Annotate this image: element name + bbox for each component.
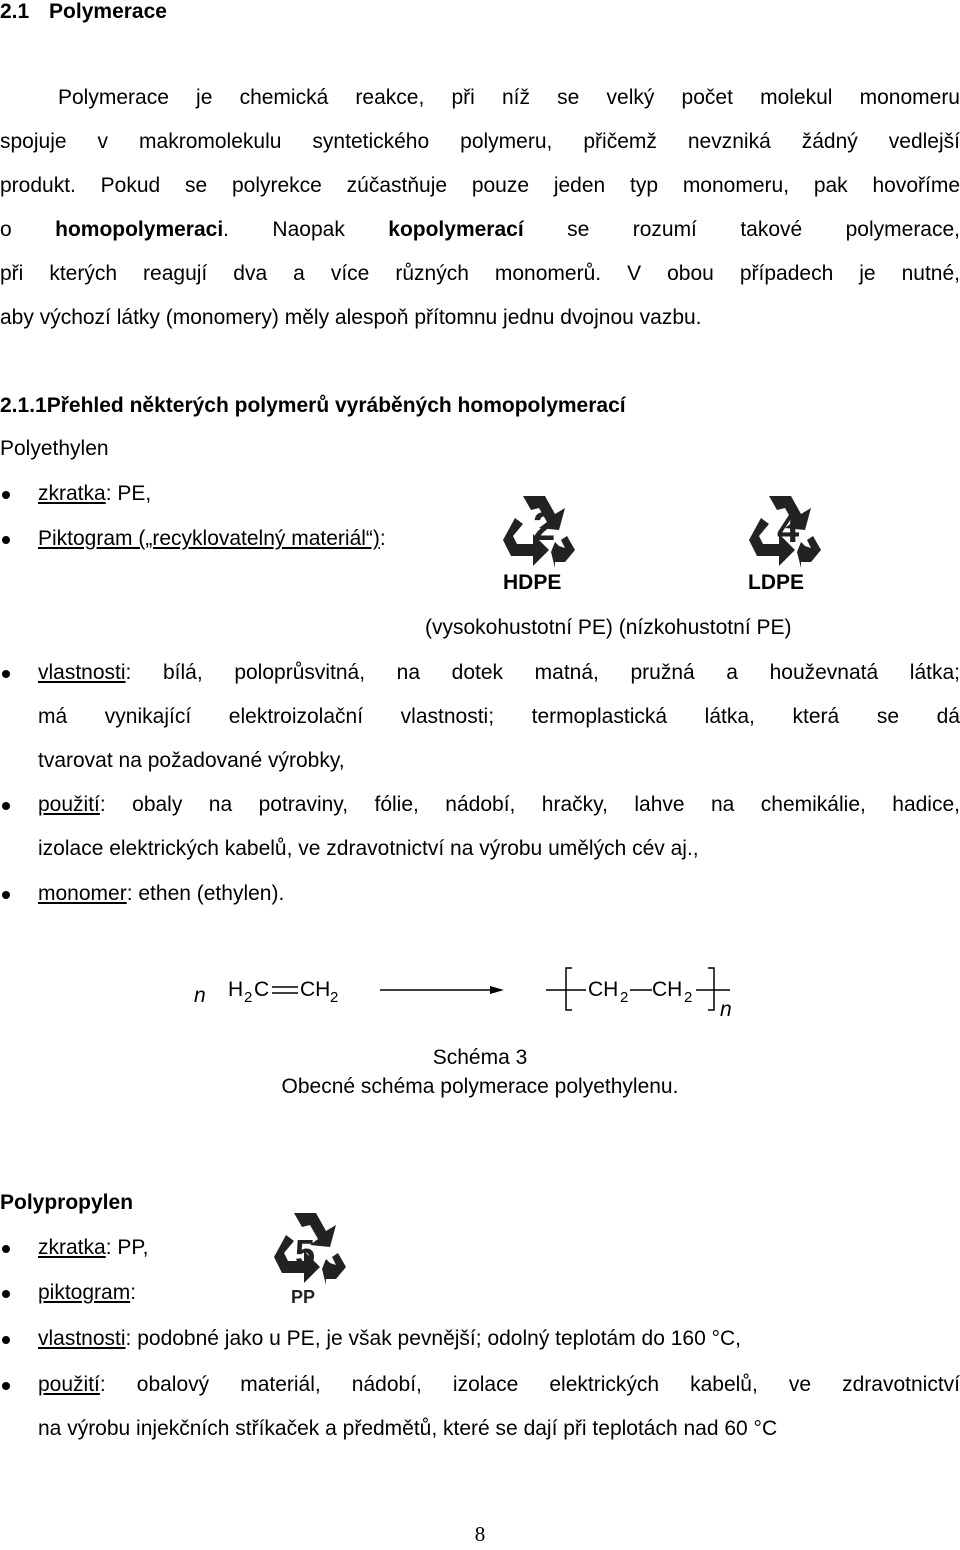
- svg-text:2: 2: [684, 989, 693, 1006]
- hdpe-label: HDPE: [503, 571, 562, 594]
- svg-text:H: H: [228, 978, 244, 1001]
- pp-heading: Polypropylen: [0, 1191, 134, 1214]
- svg-text:n: n: [720, 998, 732, 1021]
- svg-text:2: 2: [330, 989, 339, 1006]
- pe-props-line-3: tvarovat na požadované výrobky,: [38, 749, 345, 772]
- ldpe-label: LDPE: [748, 571, 805, 594]
- pe-props-line-1: vlastnosti: bílá, poloprůsvitná, na dotek matná, pružná a houževnatá látka;: [38, 661, 960, 684]
- bullet: [2, 536, 10, 544]
- section-number: 2.1: [0, 0, 30, 23]
- recycling-5-icon: [264, 1205, 350, 1305]
- svg-text:PP: PP: [291, 1287, 316, 1305]
- bullet: [2, 1336, 10, 1344]
- bullet: [2, 802, 10, 810]
- svg-text:2: 2: [244, 989, 253, 1006]
- term-homopolymerace: homopolymeraci: [55, 218, 224, 241]
- subsection-title: Přehled některých polymerů vyráběných homopolymerací: [46, 394, 626, 417]
- pe-props-line-2: má vynikající elektroizolační vlastnosti; termoplastická látka, která se dá: [38, 705, 960, 728]
- intro-line-6: aby výchozí látky (monomery) měly alespoň přítomnu jednu dvojnou vazbu.: [0, 306, 702, 329]
- intro-line-3: produkt. Pokud se polyrekce zúčastňuje pouze jeden typ monomeru, pak hovoříme: [0, 174, 960, 197]
- bullet: [2, 491, 10, 499]
- pp-props: vlastnosti: podobné jako u PE, je však pevnější; odolný teplotám do 160 °C,: [38, 1327, 741, 1350]
- bullet: [2, 1382, 10, 1390]
- intro-line-4: o homopolymeraci. Naopak kopolymerací se rozumí takové polymerace,: [0, 218, 960, 241]
- scheme-caption-1: Schéma 3: [432, 1046, 528, 1069]
- svg-text:4: 4: [777, 507, 800, 551]
- recycling-4-icon: [739, 488, 825, 568]
- intro-line-1: Polymerace je chemická reakce, při níž se velký počet molekul monomeru: [58, 86, 960, 109]
- svg-text:2: 2: [533, 505, 556, 549]
- pp-use-line-1: použití: obalový materiál, nádobí, izolace elektrických kabelů, ve zdravotnictví: [38, 1373, 960, 1396]
- svg-text:CH: CH: [588, 978, 619, 1001]
- svg-text:n: n: [194, 984, 206, 1007]
- symbol-caption: (vysokohustotní PE) (nízkohustotní PE): [425, 616, 792, 639]
- bullet: [2, 670, 10, 678]
- pp-abbr: zkratka: PP,: [38, 1236, 149, 1259]
- pe-abbr: zkratka: PE,: [38, 482, 152, 505]
- pp-pictogram: piktogram:: [38, 1281, 137, 1304]
- intro-line-5: při kterých reagují dva a více různých monomerů. V obou případech je nutné,: [0, 262, 960, 285]
- pe-pictogram: Piktogram („recyklovatelný materiál“):: [38, 527, 386, 550]
- subsection-number: 2.1.1: [0, 394, 47, 417]
- pe-heading: Polyethylen: [0, 437, 109, 460]
- page-number: 8: [474, 1522, 486, 1546]
- svg-text:CH: CH: [300, 978, 331, 1001]
- svg-text:2: 2: [620, 989, 629, 1006]
- bullet: [2, 891, 10, 899]
- svg-text:CH: CH: [652, 978, 683, 1001]
- intro-line-2: spojuje v makromolekulu syntetického polymeru, přičemž nevzniká žádný vedlejší: [0, 130, 960, 153]
- pe-use-line-2: izolace elektrických kabelů, ve zdravotnictví na výrobu umělých cév aj.,: [38, 837, 699, 860]
- recycling-2-icon: [493, 488, 579, 568]
- bullet: [2, 1290, 10, 1298]
- section-title: Polymerace: [49, 0, 167, 23]
- pe-use-line-1: použití: obaly na potraviny, fólie, nádobí, hračky, lahve na chemikálie, hadice,: [38, 793, 960, 816]
- svg-text:C: C: [254, 978, 270, 1001]
- svg-text:5: 5: [295, 1232, 316, 1273]
- bullet: [2, 1245, 10, 1253]
- subsection-heading: [0, 394, 626, 418]
- term-kopolymerace: kopolymerací: [388, 218, 524, 241]
- pe-monomer: monomer: ethen (ethylen).: [38, 882, 285, 905]
- pp-use-line-2: na výrobu injekčních stříkaček a předmětů, které se dají při teplotách nad 60 °C: [38, 1417, 778, 1440]
- polymerization-scheme: [180, 960, 760, 1030]
- scheme-caption-2: Obecné schéma polymerace polyethylenu.: [281, 1075, 679, 1098]
- section-heading: [0, 0, 167, 24]
